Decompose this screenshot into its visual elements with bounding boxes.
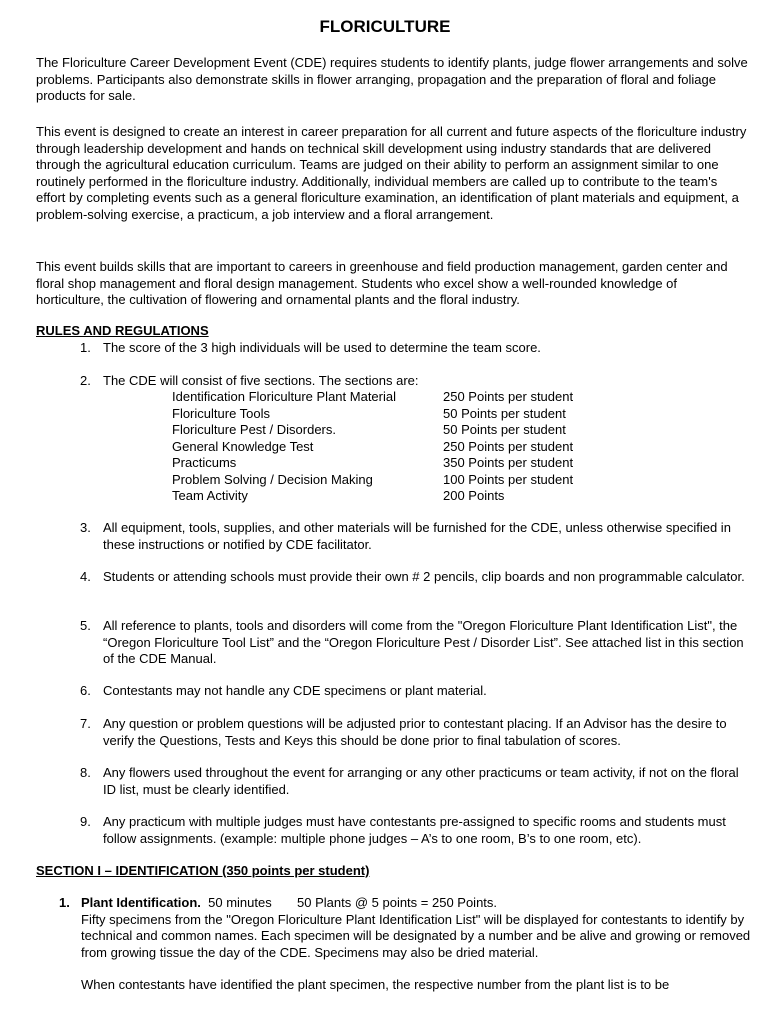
rule-text: All reference to plants, tools and disorders will come from the "Oregon Floriculture Plant Identification List", the “Oregon Floriculture Tool List” and the “Oregon Floriculture Pest / Disorder List”. See attached list in this section of the CDE Manual. xyxy=(103,618,744,666)
rule-text: Students or attending schools must provide their own # 2 pencils, clip boards and non programmable calculator. xyxy=(103,569,745,584)
rule-number: 4. xyxy=(80,569,91,584)
plant-identification-description: Fifty specimens from the "Oregon Floriculture Plant Identification List" will be displayed for contestants to identify by technical and common names. Each specimen will be designated by a number and be alive and growing or removed from growing tissue the day of the CDE. Specimens may also be dried material. xyxy=(81,911,751,960)
section-row xyxy=(172,455,622,472)
intro-paragraph-3: This event builds skills that are important to careers in greenhouse and field production management, garden center and floral shop management and floral design management. Students who excel show a well-rounded knowledge of horticulture, the cultivation of flowering and ornamental plants and the floral industry. xyxy=(36,259,728,307)
rule-text: All equipment, tools, supplies, and other materials will be furnished for the CDE, unless otherwise specified in these instructions or notified by CDE facilitator. xyxy=(103,520,731,552)
rule-number: 7. xyxy=(80,716,91,731)
rule-number: 1. xyxy=(80,340,91,355)
rule-number: 2. xyxy=(80,373,91,388)
intro-paragraph-1: The Floriculture Career Development Event (CDE) requires students to identify plants, judge flower arrangements and solve problems. Participants also demonstrate skills in flower arranging, propagation and the preparation of floral and foliage products for sale. xyxy=(36,55,748,103)
section-points: 50 Points per student xyxy=(443,405,566,421)
rule-text: Any practicum with multiple judges must have contestants pre-assigned to specific rooms and students must follow assignments. (example: multiple phone judges – A’s to one room, B’s to one room, etc). xyxy=(103,814,726,846)
rule-text: Any question or problem questions will be adjusted prior to contestant placing. If an Advisor has the desire to verify the Questions, Tests and Keys this should be done prior to final tabulation of scores. xyxy=(103,716,727,748)
plant-identification-body xyxy=(81,895,751,994)
section-name: Team Activity xyxy=(172,488,248,503)
section-points: 100 Points per student xyxy=(443,471,574,487)
item-number: 1. xyxy=(59,895,70,910)
section-name: Floriculture Tools xyxy=(172,405,271,421)
sections-table xyxy=(172,389,622,505)
rule-number: 9. xyxy=(80,814,91,829)
section-row xyxy=(172,488,622,505)
section-row xyxy=(172,472,622,489)
rule-text: The CDE will consist of five sections. The sections are: xyxy=(103,373,419,388)
section-name: Problem Solving / Decision Making xyxy=(172,471,373,487)
section-row xyxy=(172,422,622,439)
rule-number: 3. xyxy=(80,520,91,535)
plant-identification-label: Plant Identification. xyxy=(81,895,201,910)
section-points: 200 Points xyxy=(443,488,505,503)
plant-identification-line xyxy=(81,895,751,912)
plant-identification-detail: 50 minutes 50 Plants @ 5 points = 250 Points. xyxy=(208,895,498,910)
rules-heading: RULES AND REGULATIONS xyxy=(36,323,209,338)
rule-number: 8. xyxy=(80,765,91,780)
section-points: 50 Points per student xyxy=(443,422,566,437)
rule-text: Any flowers used throughout the event for arranging or any other practicums or team activity, if not on the floral ID list, must be clearly identified. xyxy=(103,765,739,797)
section-points: 250 Points per student xyxy=(443,438,574,454)
rule-number: 5. xyxy=(80,618,91,633)
section-name: General Knowledge Test xyxy=(172,438,314,454)
intro-paragraph-2: This event is designed to create an interest in career preparation for all current and future aspects of the floriculture industry through leadership development and hands on technical skill development using industry standards that are delivered through the agricultural education curriculum. Teams are judged on their ability to perform an assignment similar to one routinely performed in the floriculture industry. Additionally, individual members are called up to contribute to the team's effort by completing events such as a general floriculture examination, an identification of plant materials and equipment, a problem-solving exercise, a practicum, a job interview and a floral arrangement. xyxy=(36,124,747,222)
plant-identification-continuation: When contestants have identified the plant specimen, the respective number from the plant list is to be xyxy=(81,977,670,992)
section-row xyxy=(172,439,622,456)
section-points: 350 Points per student xyxy=(443,455,574,470)
page-title: FLORICULTURE xyxy=(319,17,451,36)
section-name: Practicums xyxy=(172,455,237,470)
rule-text: Contestants may not handle any CDE specimens or plant material. xyxy=(103,683,487,698)
section-row xyxy=(172,406,622,423)
rule-text: The score of the 3 high individuals will be used to determine the team score. xyxy=(103,340,541,355)
section-name: Floriculture Pest / Disorders. xyxy=(172,422,336,437)
section-points: 250 Points per student xyxy=(443,389,574,404)
section-name: Identification Floriculture Plant Material xyxy=(172,389,396,404)
section-row xyxy=(172,389,622,406)
rule-number: 6. xyxy=(80,683,91,698)
section-1-heading: SECTION I – IDENTIFICATION (350 points per student) xyxy=(36,863,370,878)
